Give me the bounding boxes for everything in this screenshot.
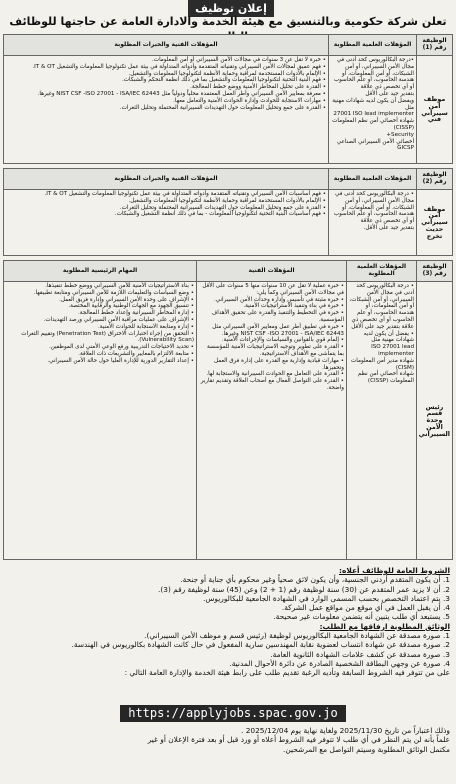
job-1-tech-line: • مهارات الاستجابة للحوادث وإدارة الحوادث الأمنية والتعامل معها. — [173, 97, 326, 104]
footer-notes — [6, 726, 450, 754]
job-2-edu — [329, 190, 417, 256]
application-period: وذلك اعتباراً من تاريخ 2025/11/30 ولغاية نهاية يوم 2025/12/04 . — [241, 726, 450, 735]
job-3-tech-line: • خبرة في تطبيق أطر عمل ومعايير الأمن السيبراني مثل NIST CSF -ISO 27001 - ISA/IEC 62443 وغيرها. — [212, 323, 344, 337]
job-3-title: رئيس قسم وحدة الأمن السيبراني — [417, 282, 453, 560]
required-doc: 4. صورة عن وجهي البطاقة الشخصية الصادرة عن دائرة الأحوال المدنية. — [229, 658, 450, 668]
job-1-edu-line: بتقدير جيد على الأقل — [365, 90, 414, 97]
job-1-tech-line: • فهم عميق لمجالات الأمن السيبراني وتقنياته المتقدمة وأدواته المتداولة في بيئة عمل تكنولوجيا المعلومات والتشغيل IT & OT. — [32, 63, 326, 70]
job-3-tech-header: المؤهلات الفنية — [197, 261, 347, 282]
job-2-tech — [4, 190, 329, 256]
job-1-edu-line: شهادة أخصائي أمن نظم المعلومات (CISSP) — [332, 118, 414, 131]
job-3-tech-line: • القدرة على التعامل مع الحوادث السيبرانية والاستجابة لها. — [206, 371, 344, 378]
job-1-number-header: الوظيفة رقم (1) — [417, 35, 453, 56]
job-2-title: موظف أمن سيبراني حديث تخرج — [417, 190, 453, 256]
job-2-number-header: الوظيفة رقم (2) — [417, 169, 453, 190]
job-2-table — [3, 168, 453, 256]
apply-link[interactable]: https://applyjobs.spac.gov.jo — [120, 705, 346, 722]
job-3-duty-line: • تحديد الاحتياجات التدريبية ورفع الوعي الأمني لدى الموظفين. — [48, 344, 194, 351]
job-3-duty-line: • إدارة ومتابعة الاستجابة للحوادث الأمنية. — [97, 323, 194, 330]
job-1-tech-line: • الإلمام بالأدوات المستخدمة لمراقبة وحماية الأنظمة لتكنولوجيا المعلومات والتشغيل. — [128, 70, 326, 77]
job-1-edu-line: أخصائي الأمن السيبراني الصناعي GICSP — [336, 138, 414, 152]
job-1-tech-line: • فهم البنية التحتية لتكنولوجيا المعلومات والتشغيل بما في ذلك أنظمة التحكم والشبكات. — [121, 77, 326, 84]
job-2-tech-header: المؤهلات الفنية والخبرات المطلوبة — [4, 169, 329, 190]
job-3-duty-line: • تنسيق الجهود مع الجهات الوطنية والرقابية المختصة. — [68, 303, 194, 310]
required-doc: 1. صورة مصدقة عن الشهادة الجامعية البكالوريوس لوظيفة (رئيس قسم و موظف الأمن السيبراني). — [144, 631, 450, 641]
job-3-duties — [4, 282, 197, 560]
job-3-tech-line: • القدرة على تطوير وتوجيه الاستراتيجيات الأمنية للمؤسسة بما يتماشى مع الأهداف الاستراتيجية. — [207, 344, 344, 357]
footer-note: علماً بأنه لن يتم النظر في أي طلب لا تتوفر فيه الشروط أعلاه أو ورد قبل أو بعد فترة الإعلان أو غير — [147, 735, 450, 745]
job-1-tech-line: • خبرة لا تقل عن 3 سنوات في مجالات الأمن السيبراني أو أمن المعلومات. — [152, 57, 326, 63]
job-3-edu-line: شهادة مدير أمن المعلومات (CISM) — [350, 357, 414, 371]
job-2-tech-line: • القدرة على جمع وتحليل المعلومات حول التهديدات السيبرانية المحتملة وتحليل الثغرات. — [119, 204, 326, 211]
job-3-tech-line: • القدرة على التواصل الفعال مع أصحاب العلاقة وتقديم تقارير واضحة. — [200, 378, 344, 391]
job-3-edu-line: • يفضل أن يكون لديه شهادات مهنية مثل — [363, 330, 414, 344]
job-1-edu — [329, 56, 417, 164]
job-3-duty-line: • بناء الاستراتيجيات الأمنية للأمن السيبراني ووضع خطط تنفيذها. — [45, 283, 194, 289]
required-doc: 2. صورة مصدقة عن شهادة انتساب لعضوية نقابة المهندسين سارية المفعول في حال كانت الشهادة بكالوريوس في الهندسة. — [71, 640, 450, 650]
job-2-tech-line: • فهم أساسيات الأمن السيبراني وتقنياته المتقدمة وأدواته المتداولة في بيئة عمل تكنولوجيا المعلومات والتشغيل IT & OT. — [44, 191, 326, 197]
job-3-tech-line: • خبرة في التخطيط والتنفيذ والقدرة على تحقيق الأهداف المؤسسية. — [211, 310, 344, 323]
job-3-tech-line: • خبرة مثبتة في تأسيس وإدارة وحدات الأمن السيبراني. — [214, 296, 344, 303]
job-1-tech-line: • القدرة على تحليل المخاطر الأمنية ووضع خطط المعالجة. — [190, 84, 326, 91]
job-3-duty-line: • متابعة الالتزام بالمعايير والتشريعات ذات العلاقة. — [78, 350, 194, 357]
job-1-table — [3, 34, 453, 164]
job-3-duties-header: المهام الرئيسية المطلوبة — [4, 261, 197, 282]
job-1-tech-header: المؤهلات الفنية والخبرات المطلوبة — [4, 35, 329, 56]
job-3-tech-line: • إلمام قوي بالقوانين والسياسات والإجراءات الأمنية. — [221, 337, 344, 344]
job-3-duty-line: • إعداد التقارير الدورية للإدارة العليا حول حالة الأمن السيبراني. — [47, 357, 194, 364]
job-1-tech-line: • القدرة على جمع وتحليل المعلومات حول التهديدات السيبرانية المحتملة وتحليل الثغرات. — [119, 104, 326, 111]
banner-title: إعلان توظيف — [188, 0, 274, 17]
job-2-edu-line: بتقدير جيد على الأقل. — [363, 224, 414, 231]
job-3-tech — [197, 282, 347, 560]
job-1-title: موظف أمن سيبراني فني — [417, 56, 453, 164]
job-3-edu-line: • درجة البكالوريوس كحد أدنى في مجال الأمن السيبراني، أو أمن الشبكات، أو أمن المعلومات، أو هندسة الحاسوب، أو علم الحاسوب أو أي تخصص ذي علاقة بتقدير جيد على الأقل — [349, 283, 414, 330]
apply-instruction: على من تتوفر فيه الشروط السابقة وتأديه الرغبة تقديم طلب على رابط هيئة الخدمة والإدارة العامة التالي : — [124, 668, 450, 678]
job-1-edu-line: 27001 ISO lead implementer — [333, 111, 414, 118]
job-2-edu-line: • درجة البكالوريوس كحد أدنى في مجال الأمن السيبراني، أو أمن الشبكات، أو أمن المعلومات، أو هندسة الحاسوب، أو علم الحاسوب أو أي تخصص ذي علاقة — [333, 191, 414, 225]
terms-section — [6, 566, 450, 678]
job-3-tech-line: • خبرة عملية لا تقل عن 10 سنوات منها 5 سنوات على الأقل في مجالات الأمن السيبراني وكما يلي: — [202, 283, 344, 296]
general-term: 5. يستبعد أي طلب يتبين أنه يتضمن معلومات غير صحيحة. — [273, 612, 450, 622]
job-3-duty-line: • وضع السياسات والتعليمات اللازمة للأمن السيبراني ومتابعة تطبيقها. — [33, 289, 194, 296]
general-terms-heading: الشروط العامة للوظائف أعلاه: — [339, 566, 450, 575]
general-term: 1. أن يكون المتقدم أردني الجنسية، وأن يكون لائق صحياً وغير محكوم بأي جناية أو جنحة. — [180, 575, 450, 585]
job-3-tech-line: • مهارات قيادية وإدارية مع القدرة على إدارة فرق العمل وتحفيزها. — [213, 357, 344, 371]
job-1-edu-line: •درجة البكالوريوس كحد أدنى في مجال الأمن السيبراني، أو أمن الشبكات، أو أمن المعلومات، أو هندسة الحاسوب، أو علم الحاسوب أو أي تخصص ذي علاقة — [333, 57, 414, 91]
job-3-tech-line: • خبرة في بناء وتنفيذ الاستراتيجيات الأمنية. — [243, 303, 344, 310]
job-3-duty-line: • التحقق من إجراء اختبارات الاختراق (Penetration Test) وتقييم الثغرات (Vulnerability Scan). — [21, 330, 194, 344]
job-3-duty-line: • إدارة المخاطر السيبرانية وإعداد خطط المعالجة. — [78, 310, 194, 317]
footer-note: مكتمل الوثائق المطلوبة وسيتم التواصل مع المرشحين. — [283, 744, 450, 754]
job-1-edu-line: ويفضل أن يكون لديه شهادات مهنية مثل — [332, 97, 414, 111]
job-3-duty-line: • الإشراف على وحدة الأمن السيبراني وإدارة فريق العمل. — [59, 296, 194, 303]
job-3-duty-line: • الإشراف على عمليات مراقبة الأمن السيبراني ورصد التهديدات. — [43, 316, 194, 323]
headline: تعلن شركة حكومية وبالتنسيق مع هيئة الخدمة والادارة العامة عن حاجتها للوظائف — [9, 15, 447, 28]
required-docs-heading: الوثائق المطلوبة ارفاقها مع الطلب: — [319, 621, 450, 631]
job-1-edu-header: المؤهلات العلمية المطلوبة — [329, 35, 417, 56]
job-3-table — [3, 260, 453, 560]
general-term: 2. أن لا يزيد عمر المتقدم عن (30) سنة لوظيفة رقم (1 + 2) وعن (45) سنة لوظيفة رقم (3). — [158, 584, 450, 594]
job-1-edu-line: +Security — [386, 131, 414, 138]
general-term: 3. يتم اعتماد التخصص بحسب المسمى الوارد في الشهادة الجامعية للبكالوريوس. — [203, 593, 450, 603]
required-doc: 3. صورة مصدقة عن كشف علامات الشهادة الثانوية العامة. — [270, 649, 450, 659]
job-2-edu-header: المؤهلات العلمية المطلوبة — [329, 169, 417, 190]
job-3-edu-line: شهادة أخصائي أمن نظم المعلومات (CISSP) — [357, 371, 414, 385]
job-2-tech-line: • فهم أساسيات البنية التحتية لتكنولوجيا المعلومات - بما في ذلك أنظمة التشغيل والشبكات. — [114, 211, 326, 218]
job-1-tech-line: • معرفة بمعايير الأمن السيبراني وأطر العمل المعتمدة محلياً ودولياً مثل NIST CSF -ISO 27001 - ISA/IEC 62443 وغيرها. — [37, 90, 326, 97]
job-2-tech-line: • الإلمام بالأدوات المستخدمة لمراقبة وحماية الأنظمة لتكنولوجيا المعلومات والتشغيل. — [128, 197, 326, 204]
job-3-number-header: الوظيفة رقم (3) — [417, 261, 453, 282]
general-term: 4. أن يقبل العمل في أي موقع من مواقع عمل الشركة. — [281, 603, 450, 613]
job-3-edu-line: ISO 27001 lead implementer — [371, 344, 414, 357]
job-1-tech — [4, 56, 329, 164]
job-3-edu-header: المؤهلات العلمية المطلوبة — [347, 261, 417, 282]
job-3-edu — [347, 282, 417, 560]
